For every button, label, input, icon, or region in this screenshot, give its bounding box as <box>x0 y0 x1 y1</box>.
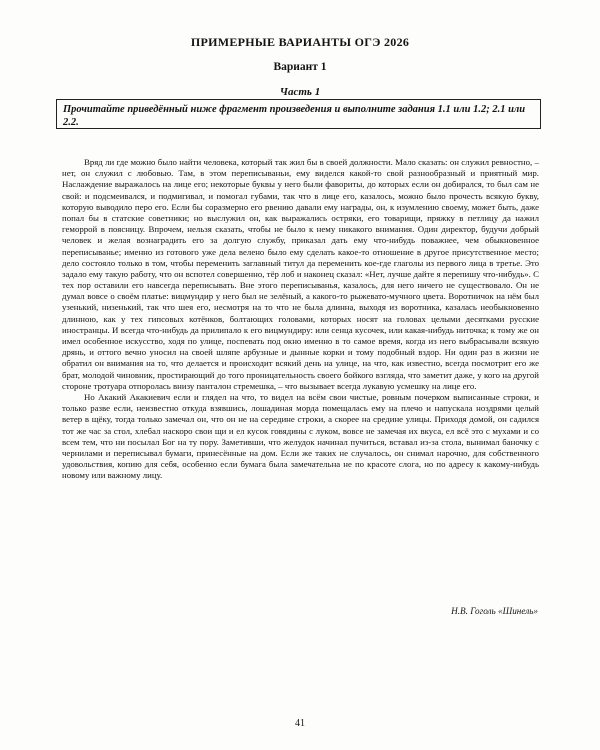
excerpt-paragraph-2: Но Акакий Акакиевич если и глядел на что, то видел на всём свои чистые, ровным почерком выписанные строки, и только разве если, неизвестно откуда взявшись, лошадиная морда помещалась ему на плечо и напускала ноздрями целый ветер в щёку, тогда только замечал он, что он не на середине строки, а скорее на средине улицы. Приходя домой, он садился тот же час за стол, хлебал наскоро свои щи и ел кусок говядины с луком, вовсе не замечая их вкуса, ел всё это с мухами и со всем тем, что ни посылал Бог на ту пору. Заметивши, что желудок начинал пучиться, вставал из-за стола, вынимал баночку с чернилами и переписывал бумаги, принесённые на дом. Если же таких не случалось, он снимал нарочно, для собственного удовольствия, копию для себя, особенно если бумага была замечательна не по красоте слога, но по адресу к какому-нибудь новому или важному лицу. <box>62 391 539 481</box>
variant-heading: Вариант 1 <box>273 61 327 73</box>
task-instruction-box: Прочитайте приведённый ниже фрагмент произведения и выполните задания 1.1 или 1.2; 2.1 или 2.2. <box>56 99 541 129</box>
literary-excerpt <box>62 157 539 481</box>
excerpt-paragraph-1: Вряд ли где можно было найти человека, который так жил бы в своей должности. Мало сказать: он служил ревностно, – нет, он служил с любовью. Там, в этом переписываньи, ему виделся какой-то свой разнообразный и приятный мир. Наслаждение выражалось на лице его; некоторые буквы у него были фавориты, до которых если он добирался, то был сам не свой: и подсмеивался, и подмигивал, и помогал губами, так что в лице его, казалось, можно было прочесть всякую букву, которую выводило перо его. Если бы соразмерно его рвению давали ему награды, он, к изумлению своему, может быть, даже попал бы в статские советники; но выслужил он, как выражались остряки, его товарищи, пряжку в петлицу да нажил геморрой в поясницу. Впрочем, нельзя сказать, чтобы не было к нему никакого внимания. Один директор, будучи добрый человек и желая вознаградить его за долгую службу, приказал дать ему что-нибудь поважнее, чем обыкновенное переписыванье; именно из готового уже дела велено было ему сделать какое-то отношение в другое присутственное место; дело состояло только в том, чтобы переменить заглавный титул да переменить кое-где глаголы из первого лица в третье. Это задало ему такую работу, что он вспотел совершенно, тёр лоб и наконец сказал: «Нет, лучше дайте я перепишу что-нибудь». С тех пор оставили его навсегда переписывать. Вне этого переписыванья, казалось, для него ничего не существовало. Он не думал вовсе о своём платье: вицмундир у него был не зелёный, а какого-то рыжевато-мучного цвета. Воротничок на нём был узенький, низенький, так что шея его, несмотря на то что не была длинна, выходя из воротника, казалась необыкновенно длинною, как у тех гипсовых котёнков, болтающих головами, которых носят на головах целыми десятками русские иностранцы. И всегда что-нибудь да прилипало к его вицмундиру: или сенца кусочек, или какая-нибудь ниточка; к тому же он имел особенное искусство, ходя по улице, поспевать под окно именно в то самое время, когда из него выбрасывали всякую дрянь, и оттого вечно уносил на своей шляпе арбузные и дынные корки и тому подобный вздор. Ни один раз в жизни не обратил он внимания на то, что делается и происходит всякий день на улице, на что, как известно, всегда посмотрит его же брат, молодой чиновник, простирающий до того проницательность своего бойкого взгляда, что заметит даже, у кого на другой стороне тротуара отпоролась внизу панталон стремешка, – что вызывает всегда лукавую усмешку на лице его. <box>62 157 539 391</box>
part-heading: Часть 1 <box>279 86 321 98</box>
document-title: ПРИМЕРНЫЕ ВАРИАНТЫ ОГЭ 2026 <box>190 35 410 49</box>
page-number: 41 <box>295 718 305 729</box>
excerpt-attribution: Н.В. Гоголь «Шинель» <box>451 606 538 616</box>
